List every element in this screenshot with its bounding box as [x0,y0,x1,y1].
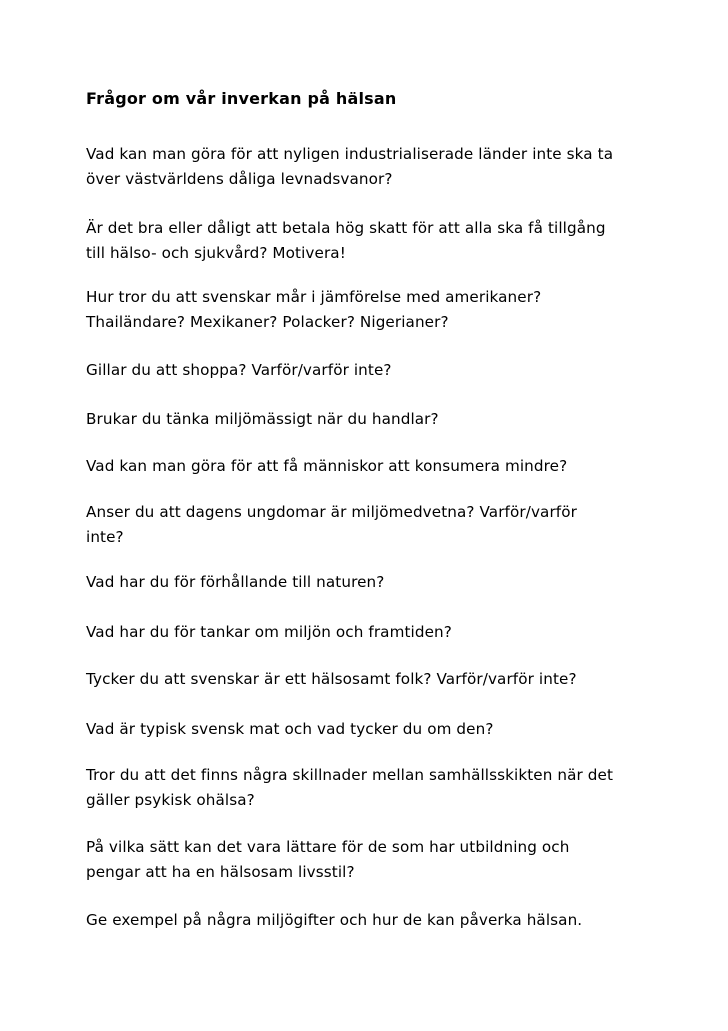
question-9 [86,620,656,645]
question-13 [86,835,656,885]
question-14 [86,908,656,933]
question-line: Vad kan man göra för att nyligen industrialiserade länder inte ska ta [86,145,614,163]
question-4 [86,358,656,383]
question-line: På vilka sätt kan det vara lättare för de som har utbildning och [86,838,570,856]
question-8 [86,570,656,595]
question-line: gäller psykisk ohälsa? [86,791,255,809]
page-title: Frågor om vår inverkan på hälsan [86,89,397,108]
question-line: Vad har du för förhållande till naturen? [86,573,385,591]
question-line: till hälso- och sjukvård? Motivera! [86,244,346,262]
question-line: Vad är typisk svensk mat och vad tycker du om den? [86,720,494,738]
question-10 [86,667,656,692]
question-line: Tycker du att svenskar är ett hälsosamt folk? Varför/varför inte? [86,670,577,688]
question-11 [86,717,656,742]
question-12 [86,763,656,813]
question-2 [86,216,656,266]
question-line: inte? [86,528,124,546]
question-line: Thailändare? Mexikaner? Polacker? Nigerianer? [86,313,449,331]
question-line: Är det bra eller dåligt att betala hög skatt för att alla ska få tillgång [86,219,606,237]
question-line: pengar att ha en hälsosam livsstil? [86,863,355,881]
question-7 [86,500,656,550]
question-line: Vad kan man göra för att få människor att konsumera mindre? [86,457,568,475]
question-line: Anser du att dagens ungdomar är miljömedvetna? Varför/varför [86,503,577,521]
question-line: över västvärldens dåliga levnadsvanor? [86,170,393,188]
question-line: Gillar du att shoppa? Varför/varför inte? [86,361,392,379]
question-line: Tror du att det finns några skillnader mellan samhällsskikten när det [86,766,614,784]
question-3 [86,285,656,335]
question-line: Vad har du för tankar om miljön och framtiden? [86,623,452,641]
question-line: Brukar du tänka miljömässigt när du handlar? [86,410,439,428]
question-6 [86,454,656,479]
question-1 [86,142,656,192]
question-line: Hur tror du att svenskar mår i jämförelse med amerikaner? [86,288,542,306]
question-5 [86,407,656,432]
question-line: Ge exempel på några miljögifter och hur de kan påverka hälsan. [86,911,583,929]
